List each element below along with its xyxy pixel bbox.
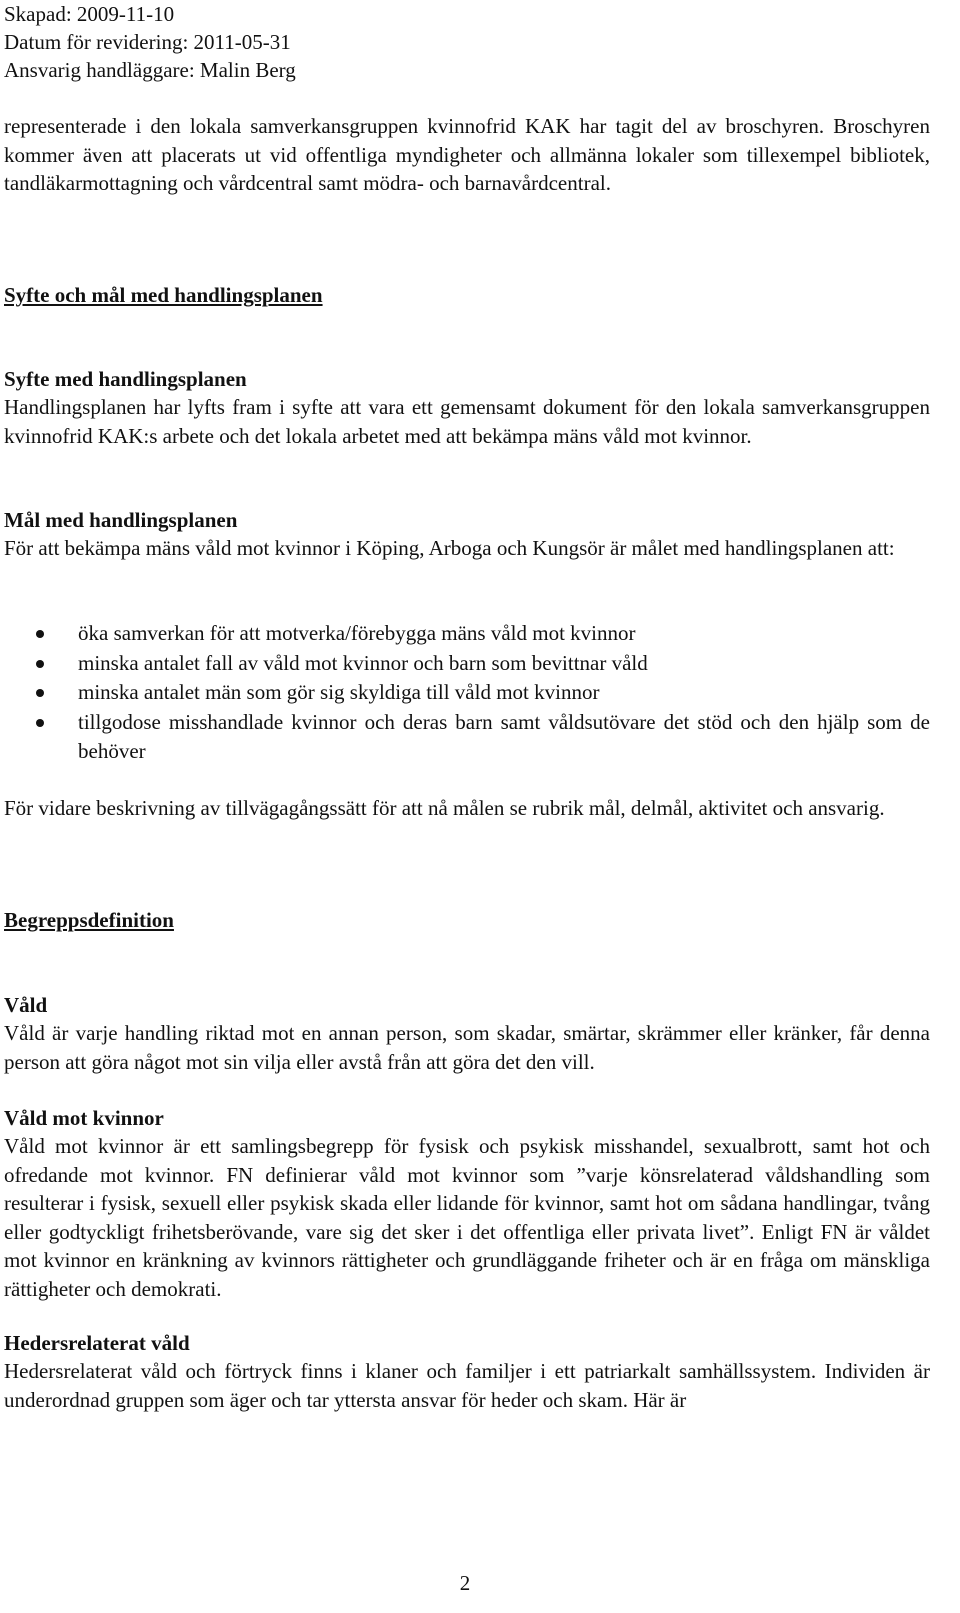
further-description: För vidare beskrivning av tillvägagångssätt för att nå målen se rubrik mål, delmål, aktivitet och ansvarig.	[4, 796, 885, 820]
list-item: öka samverkan för att motverka/förebygga mäns våld mot kvinnor	[4, 619, 930, 649]
section-heading-purpose: Syfte och mål med handlingsplanen	[4, 283, 323, 307]
list-item: tillgodose misshandlade kvinnor och deras barn samt våldsutövare det stöd och den hjälp som de behöver	[4, 708, 930, 767]
list-item: minska antalet fall av våld mot kvinnor och barn som bevittnar våld	[4, 649, 930, 679]
violence-heading: Våld	[4, 993, 48, 1017]
section-heading-definitions: Begreppsdefinition	[4, 908, 174, 932]
list-item: minska antalet män som gör sig skyldiga till våld mot kvinnor	[4, 678, 930, 708]
intro-paragraph: representerade i den lokala samverkansgruppen kvinnofrid KAK har tagit del av broschyren. Broschyren kommer även att placerats ut vid offentliga myndigheter och allmänna lokaler som tillexempel bibliotek, tandläkarmottagning och vårdcentral samt mödra- och barnavårdcentral.	[4, 114, 930, 195]
revision-date: Datum för revidering: 2011-05-31	[4, 30, 291, 54]
honor-text: Hedersrelaterat våld och förtryck finns i klaner och familjer i ett patriarkalt samhällssystem. Individen är underordnad gruppen som äger och tar yttersta ansvar för heder och skam. Här är	[4, 1359, 930, 1412]
vaw-heading: Våld mot kvinnor	[4, 1106, 164, 1130]
purpose-text: Handlingsplanen har lyfts fram i syfte att vara ett gemensamt dokument för den lokala samverkansgruppen kvinnofrid KAK:s arbete och det lokala arbetet med att bekämpa mäns våld mot kvinnor.	[4, 395, 930, 448]
document-header	[4, 0, 296, 84]
violence-text: Våld är varje handling riktad mot en annan person, som skadar, smärtar, skrämmer eller kränker, får denna person att göra något mot sin vilja eller avstå från att göra det den vill.	[4, 1021, 930, 1074]
goal-heading: Mål med handlingsplanen	[4, 508, 238, 532]
honor-heading: Hedersrelaterat våld	[4, 1331, 190, 1355]
goal-text: För att bekämpa mäns våld mot kvinnor i Köping, Arboga och Kungsör är målet med handlingsplanen att:	[4, 536, 895, 560]
goal-list	[4, 619, 930, 767]
vaw-text: Våld mot kvinnor är ett samlingsbegrepp för fysisk och psykisk misshandel, sexualbrott, samt hot och ofredande mot kvinnor. FN definierar våld mot kvinnor som ”varje könsrelaterad våldshandling som resulterar i fysisk, sexuell eller psykisk skada eller lidande för kvinnor, samt hot om sådana handlingar, tvång eller godtyckligt frihetsberövande, vare sig det sker i det offentliga eller privata livet”. Enligt FN är våldet mot kvinnor en kränkning av kvinnors rättigheter och grundläggande friheter och är en fråga om mänskliga rättigheter och demokrati.	[4, 1134, 930, 1301]
created-date: Skapad: 2009-11-10	[4, 2, 175, 26]
purpose-heading: Syfte med handlingsplanen	[4, 367, 247, 391]
responsible-officer: Ansvarig handläggare: Malin Berg	[4, 58, 296, 82]
page-number: 2	[459, 1571, 471, 1595]
